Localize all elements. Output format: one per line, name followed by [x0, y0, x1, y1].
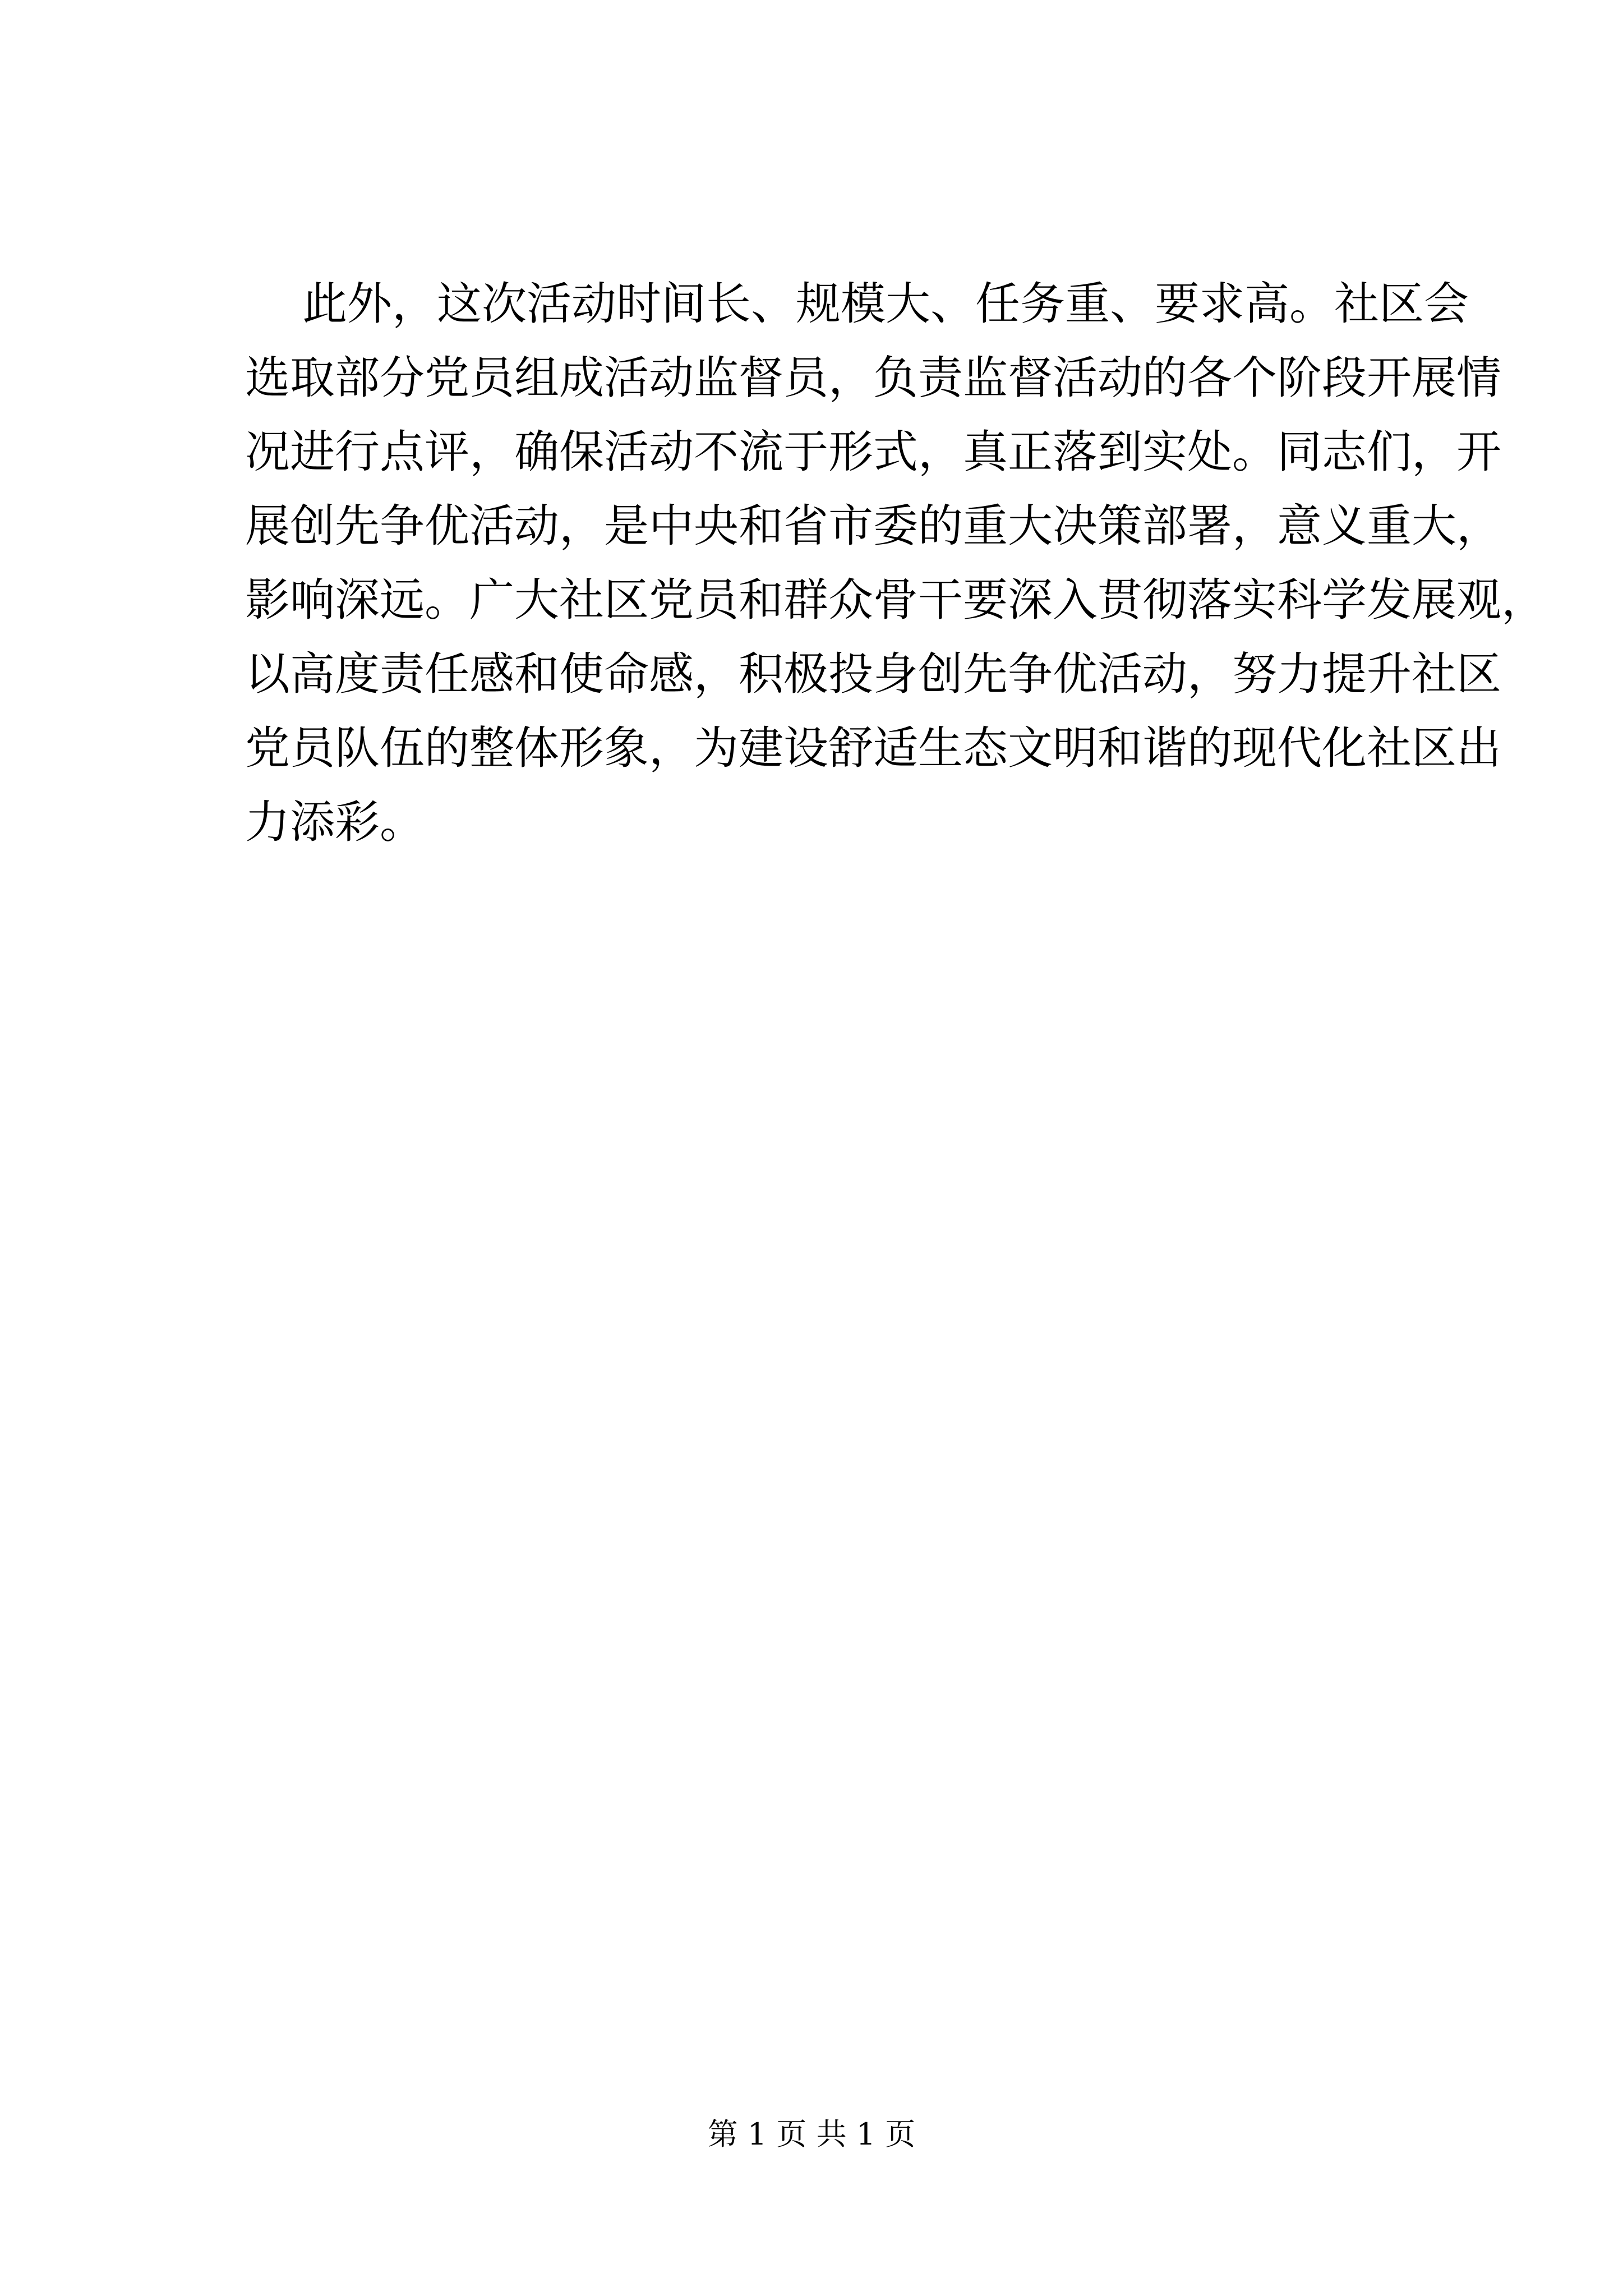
paragraph-line: 影响深远。广大社区党员和群众骨干要深入贯彻落实科学发展观， [245, 574, 1546, 626]
paragraph-line: 展创先争优活动，是中央和省市委的重大决策部署，意义重大， [245, 500, 1501, 552]
paragraph-line: 党员队伍的整体形象，为建设舒适生态文明和谐的现代化社区出 [245, 722, 1501, 774]
paragraph-line: 以高度责任感和使命感，积极投身创先争优活动，努力提升社区 [245, 648, 1501, 700]
page-number: 第 1 页 共 1 页 [707, 2116, 916, 2152]
paragraph-line: 力添彩。 [245, 796, 425, 848]
paragraph-line: 选取部分党员组成活动监督员，负责监督活动的各个阶段开展情 [245, 352, 1501, 404]
paragraph-line: 此外，这次活动时间长、规模大、任务重、要求高。社区会 [302, 278, 1469, 330]
page-footer [0, 2115, 1623, 2154]
paragraph-line: 况进行点评，确保活动不流于形式，真正落到实处。同志们，开 [245, 426, 1501, 478]
body-paragraph [245, 267, 1546, 859]
